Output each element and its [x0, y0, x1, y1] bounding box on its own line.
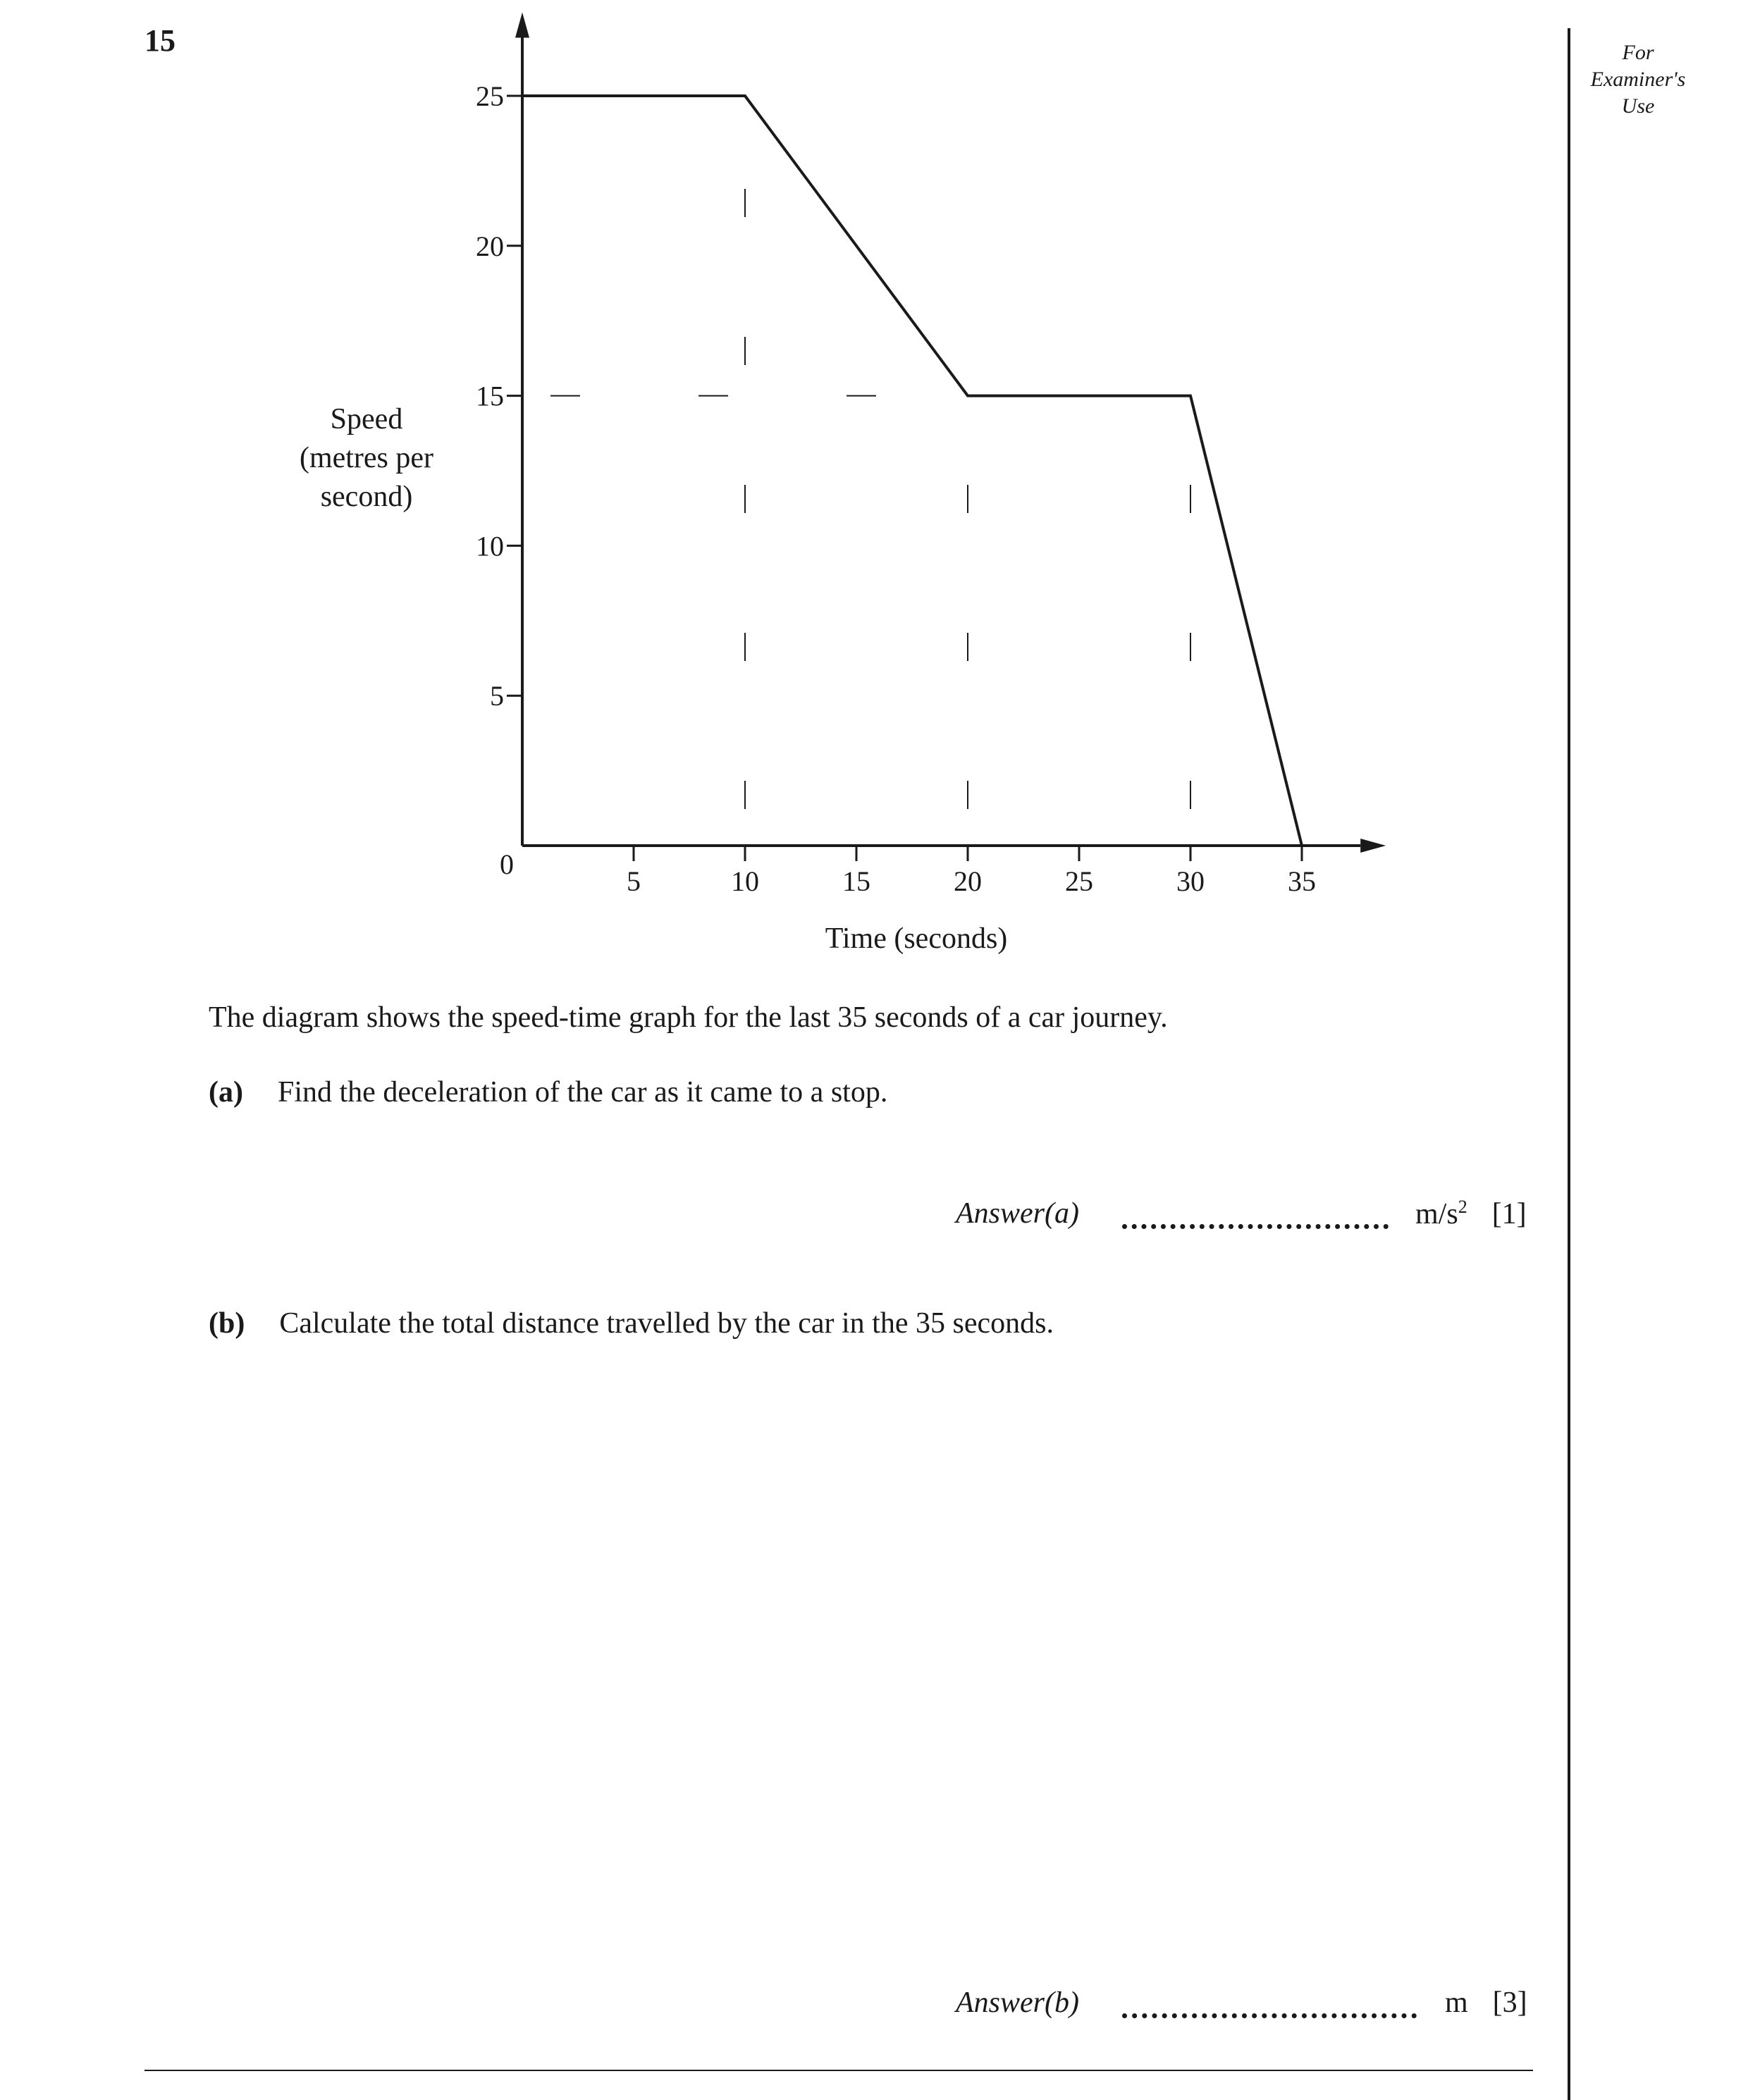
- y-tick-label: 20: [476, 230, 504, 262]
- part-b-label: (b): [209, 1307, 245, 1340]
- part-b-unit-marks: [1445, 1986, 1527, 2020]
- question-number: 15: [144, 23, 176, 58]
- y-tick-label: 25: [476, 80, 504, 112]
- y-axis-label: [268, 400, 465, 517]
- origin-label: 0: [500, 848, 514, 880]
- y-axis-arrowhead: [515, 12, 529, 37]
- part-a-answer-label: Answer(a): [956, 1197, 1079, 1230]
- speed-time-graph: [0, 0, 1748, 916]
- part-b-answer-label: Answer(b): [956, 1987, 1079, 2019]
- y-tick-label: 5: [490, 680, 504, 712]
- part-b-marks: [3]: [1492, 1987, 1527, 2019]
- x-axis-label: Time (seconds): [825, 922, 1008, 955]
- x-tick-label: 25: [1065, 865, 1093, 897]
- y-tick-label: 15: [476, 380, 504, 412]
- part-b-text: Calculate the total distance travelled by the car in the 35 seconds.: [279, 1307, 1054, 1340]
- part-a-marks: [1]: [1491, 1198, 1527, 1230]
- part-a-text: Find the deceleration of the car as it came to a stop.: [277, 1076, 888, 1108]
- examiner-use-line: For: [1622, 41, 1654, 64]
- examiner-use-line: Examiner's: [1590, 68, 1686, 91]
- x-tick-label: 20: [954, 865, 982, 897]
- x-tick-label: 10: [731, 865, 759, 897]
- y-axis-label-line: (metres per: [299, 442, 434, 474]
- part-a-unit-power: 2: [1458, 1197, 1467, 1217]
- part-a-unit: m/s: [1415, 1198, 1458, 1230]
- question-intro: The diagram shows the speed-time graph for the last 35 seconds of a car journey.: [209, 1001, 1168, 1034]
- part-a-unit-marks: [1415, 1197, 1527, 1231]
- y-tick-label: 10: [476, 530, 504, 562]
- examiner-use-line: Use: [1621, 94, 1655, 118]
- part-b-answer-field[interactable]: [1122, 2013, 1417, 2018]
- part-b-question: [209, 1307, 1054, 1340]
- y-axis-label-line: Speed: [330, 403, 403, 436]
- part-a-question: [209, 1075, 887, 1109]
- part-b-unit: m: [1445, 1987, 1468, 2019]
- x-tick-label: 15: [842, 865, 870, 897]
- x-tick-label: 5: [627, 865, 641, 897]
- page-bottom-rule: [144, 2070, 1533, 2071]
- part-a-label: (a): [209, 1076, 243, 1108]
- x-tick-label: 35: [1288, 865, 1316, 897]
- speed-series-line: [522, 96, 1302, 846]
- y-axis-label-line: second): [320, 481, 413, 513]
- x-tick-label: 30: [1176, 865, 1205, 897]
- part-a-answer-field[interactable]: [1122, 1224, 1389, 1229]
- x-axis-arrowhead: [1360, 839, 1386, 853]
